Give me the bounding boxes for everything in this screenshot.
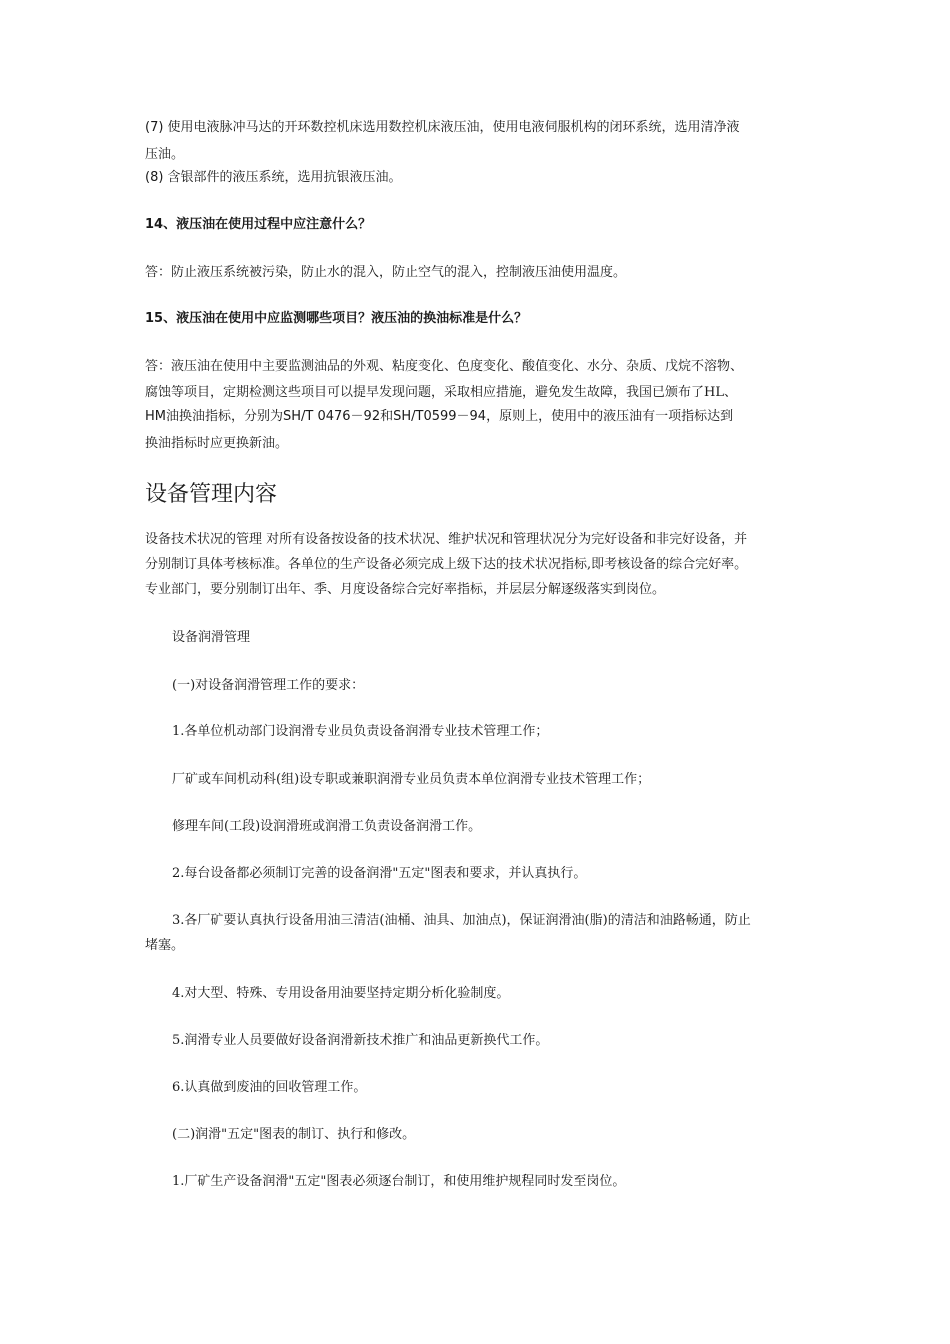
text-line: (8) 含银部件的液压系统，选用抗银液压油。 bbox=[145, 170, 402, 185]
text-line: 修理车间(工段)设润滑班或润滑工负责设备润滑工作。 bbox=[172, 819, 482, 834]
text-line: (一)对设备润滑管理工作的要求： bbox=[172, 678, 365, 693]
text-line: (二)润滑"五定"图表的制订、执行和修改。 bbox=[172, 1127, 416, 1142]
question-heading: 15、液压油在使用中应监测哪些项目？液压油的换油标准是什么？ bbox=[145, 311, 528, 326]
text-line: 专业部门，要分别制订出年、季、月度设备综合完好率指标，并层层分解逐级落实到岗位。 bbox=[145, 582, 666, 597]
text-line: 2.每台设备都必须制订完善的设备润滑"五定"图表和要求，并认真执行。 bbox=[172, 866, 587, 881]
question-heading: 14、液压油在使用过程中应注意什么？ bbox=[145, 217, 372, 232]
text-line: 3.各厂矿要认真执行设备用油三清洁(油桶、油具、加油点)，保证润滑油(脂)的清洁和油路畅通，防止 bbox=[172, 913, 751, 928]
text-line: 答：液压油在使用中主要监测油品的外观、粘度变化、色度变化、酸值变化、水分、杂质、戊烷不溶物、 bbox=[145, 359, 744, 374]
text-line: 设备润滑管理 bbox=[172, 630, 251, 645]
text-line: HM油换油指标，分别为SH/T 0476－92和SH/T0599－94，原则上，使用中的液压油有一项指标达到 bbox=[145, 409, 734, 424]
text-line: 厂矿或车间机动科(组)设专职或兼职润滑专业员负责本单位润滑专业技术管理工作； bbox=[172, 772, 651, 787]
text-line: 6.认真做到废油的回收管理工作。 bbox=[172, 1080, 367, 1095]
text-line: 压油。 bbox=[145, 147, 185, 162]
text-line: 设备技术状况的管理 对所有设备按设备的技术状况、维护状况和管理状况分为完好设备和非完好设备，并 bbox=[145, 532, 748, 547]
text-line: 1.各单位机动部门设润滑专业员负责设备润滑专业技术管理工作； bbox=[172, 724, 549, 739]
text-line: 4.对大型、特殊、专用设备用油要坚持定期分析化验制度。 bbox=[172, 986, 510, 1001]
text-line: (7) 使用电液脉冲马达的开环数控机床选用数控机床液压油，使用电液伺服机构的闭环系统，选用清净液 bbox=[145, 120, 740, 135]
text-line: 5.润滑专业人员要做好设备润滑新技术推广和油品更新换代工作。 bbox=[172, 1033, 549, 1048]
section-heading: 设备管理内容 bbox=[145, 482, 278, 507]
text-line: 答：防止液压系统被污染，防止水的混入，防止空气的混入，控制液压油使用温度。 bbox=[145, 265, 627, 280]
text-line: 1.厂矿生产设备润滑"五定"图表必须逐台制订，和使用维护规程同时发至岗位。 bbox=[172, 1174, 626, 1189]
text-line: 腐蚀等项目，定期检测这些项目可以提早发现问题，采取相应措施，避免发生故障，我国已颁布了HL、 bbox=[145, 385, 737, 400]
text-line: 分别制订具体考核标准。各单位的生产设备必须完成上级下达的技术状况指标,即考核设备的综合完好率。 bbox=[145, 557, 748, 572]
text-line: 堵塞。 bbox=[145, 938, 185, 953]
text-line: 换油指标时应更换新油。 bbox=[145, 436, 289, 451]
